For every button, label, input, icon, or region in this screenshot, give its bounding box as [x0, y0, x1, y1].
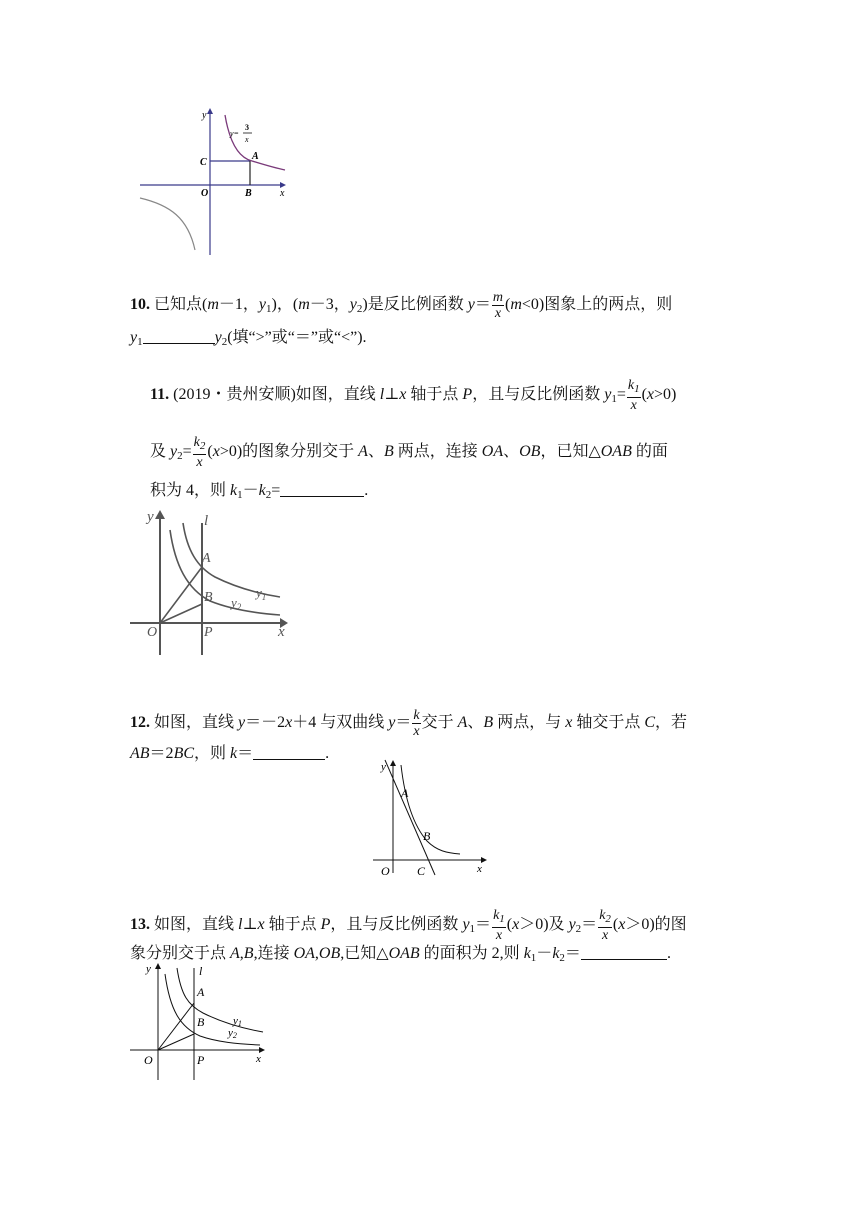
y-axis-arrow	[207, 108, 213, 114]
q11-number: 11.	[150, 386, 170, 404]
q10-number: 10.	[130, 296, 150, 314]
label-y2: $y_2$	[231, 595, 242, 612]
label-x: x	[280, 188, 285, 199]
figure-q9	[130, 100, 300, 260]
label-y1: $y_1$	[256, 585, 267, 602]
label-P: P	[204, 625, 213, 640]
label-A: A	[197, 985, 205, 999]
label-y: y	[202, 110, 207, 121]
x-axis-arrow	[481, 857, 487, 863]
label-l: l	[204, 513, 209, 529]
label-B: B	[245, 188, 252, 199]
q11-line2: 及 $y_2=$ $\frac{k_2}{x}$ (x>0)的图象分别交于 A、B 两点，连接 OA、OB，已知△OAB 的面	[150, 435, 668, 470]
figure-q11	[125, 505, 300, 660]
q12-fraction: $\frac{k}{x}$	[413, 708, 420, 739]
y-axis-arrow	[390, 760, 396, 766]
label-y1: y1	[233, 1015, 242, 1028]
q13-number: 13.	[130, 916, 150, 934]
q13-fraction-k2: $\frac{k_2}{x}$	[599, 908, 611, 943]
label-P: P	[197, 1053, 205, 1067]
curve-y2	[170, 530, 280, 615]
label-B: B	[423, 829, 431, 843]
figure-q12	[365, 755, 490, 880]
label-C: C	[417, 864, 426, 878]
hyperbola	[401, 765, 460, 854]
segment-OB	[158, 1034, 194, 1050]
label-y2: y2	[228, 1027, 237, 1040]
label-O: O	[144, 1053, 153, 1067]
label-x: x	[278, 624, 285, 640]
q12-line2: AB＝2BC，则 k＝ .	[130, 745, 330, 762]
segment-OA	[158, 1003, 194, 1050]
label-A: A	[401, 786, 409, 800]
label-y: y	[147, 509, 154, 525]
q11-fraction-k1: $\frac{k_1}{x}$	[627, 378, 640, 413]
q10-line1: 10. 已知点(m－1，$y_1$)，(m－3，$y_2$)是反比例函数 y＝ $\frac{m}{x}$ (m<0)图象上的两点，则	[130, 290, 673, 321]
y-axis-arrow	[155, 963, 161, 969]
figure-q13	[125, 960, 275, 1085]
curve-y2	[165, 974, 260, 1045]
segment-OA	[160, 567, 202, 623]
q13-line2: 象分别交于点 A,B,连接 OA,OB,已知△OAB 的面积为 2,则 $k_1-k_2=$ .	[130, 945, 671, 964]
label-C: C	[200, 157, 207, 168]
label-l: l	[199, 964, 203, 978]
q12-answer-blank[interactable]	[253, 759, 325, 760]
q10-line2: $y_1$ $y_2$(填“>”或“＝”或“<”).	[130, 329, 367, 348]
label-func-y: y=	[230, 129, 239, 138]
label-y: y	[146, 963, 151, 975]
label-B: B	[197, 1015, 205, 1029]
label-y: y	[381, 761, 386, 773]
label-B: B	[204, 590, 213, 605]
label-func-den: x	[245, 135, 249, 144]
label-func-num: 3	[245, 123, 249, 132]
q12-line1: 12. 如图，直线 y＝－2x＋4 与双曲线 y＝ $\frac{k}{x}$ 交于 A、B 两点，与 x 轴交于点 C，若	[130, 708, 688, 739]
q11-line1: 11. (2019・贵州安顺)如图，直线 l⊥x 轴于点 P，且与反比例函数 $y_1=$ $\frac{k_1}{x}$ (x>0)	[150, 378, 677, 413]
hyperbola-branch-q3	[140, 198, 195, 250]
curve-y1	[177, 968, 263, 1032]
label-x: x	[256, 1053, 261, 1065]
q10-fraction: $\frac{m}{x}$	[492, 290, 503, 321]
curve-y1	[183, 523, 280, 597]
q13-answer-blank[interactable]	[581, 959, 667, 960]
q11-answer-blank[interactable]	[280, 496, 364, 497]
label-O: O	[147, 625, 158, 640]
q11-line3: 积为 4，则 $k_1-k_2=$ .	[150, 482, 369, 501]
label-A: A	[202, 551, 211, 566]
q12-number: 12.	[130, 714, 150, 732]
q13-fraction-k1: $\frac{k_1}{x}$	[493, 908, 505, 943]
label-O: O	[381, 864, 390, 878]
label-A: A	[252, 151, 259, 162]
label-O: O	[201, 188, 209, 199]
y-axis-arrow	[155, 510, 165, 519]
q11-fraction-k2: $\frac{k_2}{x}$	[193, 435, 206, 470]
q13-line1: 13. 如图，直线 l⊥x 轴于点 P，且与反比例函数 $y_1=$ $\frac{k_1}{x}$ (x＞0)及 $y_2=$ $\frac{k_2}{x}$ (x＞0)的图	[130, 908, 687, 943]
q10-answer-blank[interactable]	[143, 343, 215, 344]
label-x: x	[477, 863, 482, 875]
